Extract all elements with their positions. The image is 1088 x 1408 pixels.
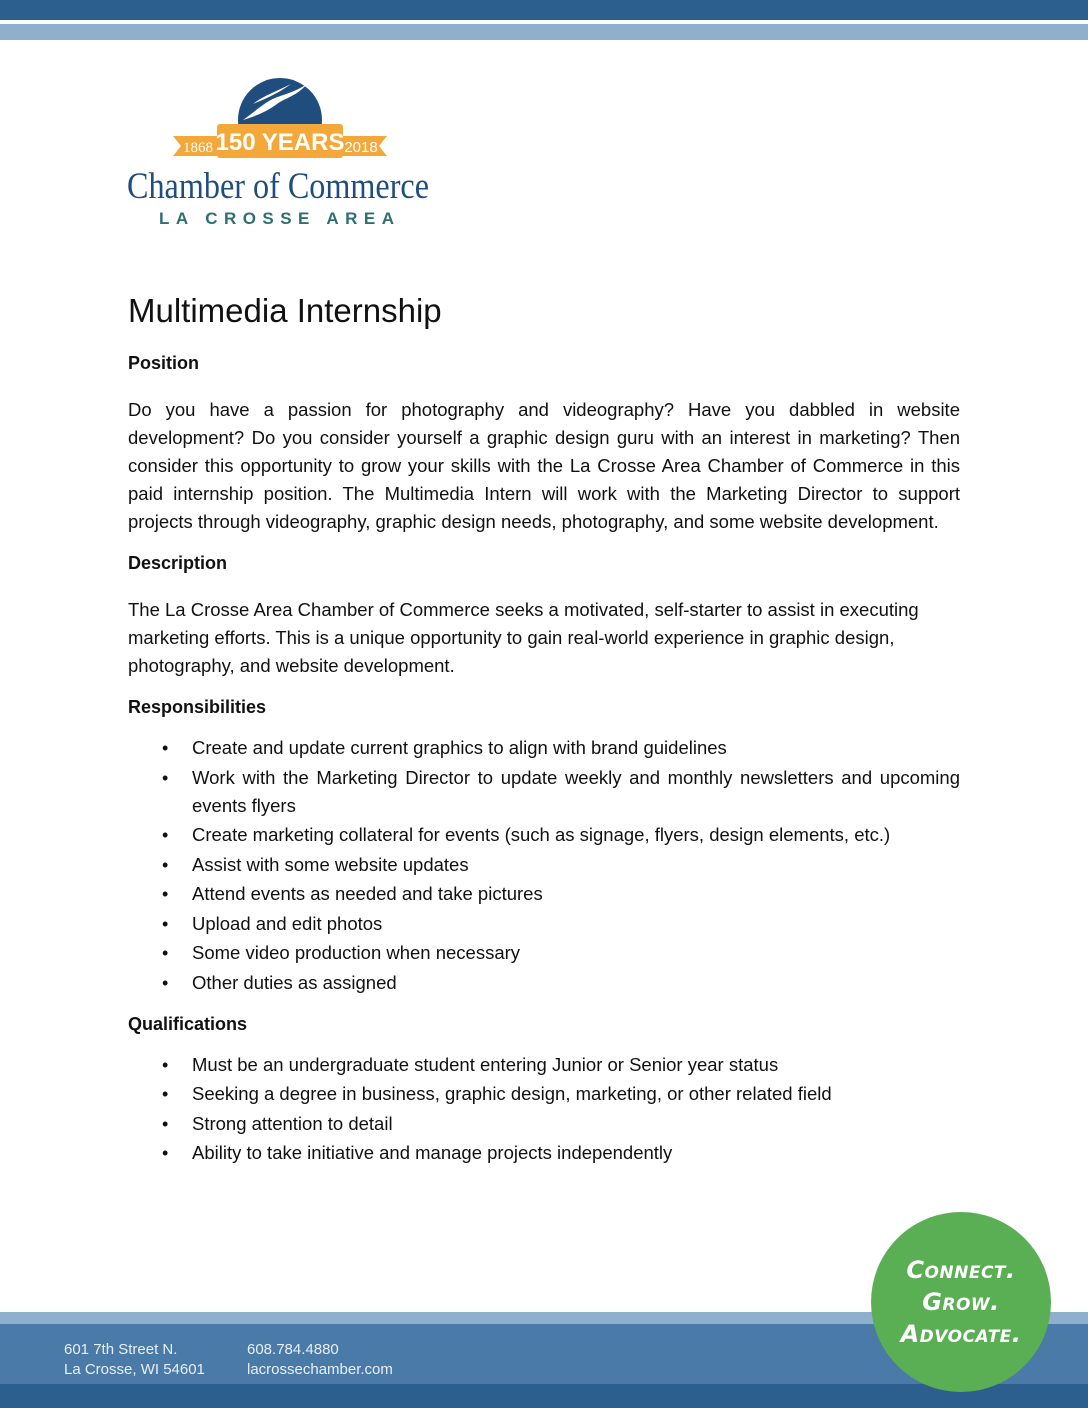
list-item: • Must be an undergraduate student entering Junior or Senior year status (128, 1051, 960, 1079)
top-band-light (0, 24, 1088, 40)
slogan-line-1: Connect. (906, 1256, 1016, 1284)
logo-year-end: 2018 (344, 139, 378, 156)
list-item: • Work with the Marketing Director to update weekly and monthly newsletters and upcoming events flyers (128, 764, 960, 820)
bullet: • (162, 738, 169, 758)
bullet: • (162, 1143, 169, 1163)
description-text: The La Crosse Area Chamber of Commerce seeks a motivated, self-starter to assist in executing marketing efforts. This is a unique opportunity to gain real-world experience in graphic design, photography, and website development. (128, 599, 919, 676)
responsibilities-list (128, 734, 960, 997)
list-item: • Create marketing collateral for events (such as signage, flyers, design elements, etc.) (128, 821, 960, 849)
slogan-line-3: Advocate. (900, 1320, 1022, 1348)
chamber-logo (125, 62, 435, 232)
bullet: • (162, 913, 169, 934)
qualifications-heading: Qualifications (128, 1013, 248, 1034)
page-title: Multimedia Internship (128, 292, 442, 329)
bullet: • (162, 767, 169, 788)
list-item: • Ability to take initiative and manage projects independently (128, 1139, 960, 1167)
description-heading: Description (128, 553, 228, 573)
river-bluff-icon (125, 62, 435, 232)
slogan-badge (871, 1212, 1051, 1392)
position-heading: Position (128, 353, 199, 373)
footer-contact (247, 1340, 393, 1380)
list-item: • Seeking a degree in business, graphic design, marketing, or other related field (128, 1080, 960, 1108)
bullet: • (162, 943, 169, 963)
bullet: • (162, 1054, 169, 1075)
address-line-2: La Crosse, WI 54601 (64, 1361, 205, 1378)
list-item: • Assist with some website updates (128, 851, 960, 879)
bullet: • (162, 884, 169, 904)
bullet: • (162, 1113, 169, 1134)
bullet: • (162, 972, 169, 993)
list-item: • Create and update current graphics to align with brand guidelines (128, 734, 960, 762)
bullet: • (162, 1084, 169, 1104)
bullet: • (162, 825, 169, 845)
footer-website: lacrossechamber.com (247, 1361, 393, 1378)
footer-band-dark (0, 1384, 1088, 1408)
slogan-line-2: Grow. (922, 1288, 1000, 1316)
logo-year-start: 1868 (183, 140, 213, 156)
list-item: • Other duties as assigned (128, 969, 960, 997)
logo-org-area: LA CROSSE AREA (159, 209, 399, 228)
list-item: • Strong attention to detail (128, 1110, 960, 1138)
logo-years-label: 150 YEARS (215, 129, 345, 156)
footer-phone: 608.784.4880 (247, 1341, 339, 1358)
document-body (128, 350, 960, 1181)
footer-address (64, 1340, 205, 1380)
top-band-dark (0, 0, 1088, 20)
list-item: • Attend events as needed and take pictures (128, 880, 960, 908)
list-item: • Some video production when necessary (128, 939, 960, 967)
qualifications-list (128, 1051, 960, 1168)
address-line-1: 601 7th Street N. (64, 1341, 178, 1358)
bullet: • (162, 854, 169, 875)
list-item: • Upload and edit photos (128, 910, 960, 938)
responsibilities-heading: Responsibilities (128, 697, 267, 717)
position-text: Do you have a passion for photography and videography? Have you dabbled in website development? Do you consider yourself a graphic design guru with an interest in marketing? Then consider this opportunity to grow your skills with the La Crosse Area Chamber of Commerce in this paid internship position. The Multimedia Intern will work with the Marketing Director to support projects through videography, graphic design needs, photography, and some website development. (128, 399, 960, 532)
logo-org-name: Chamber of Commerce (127, 166, 429, 207)
